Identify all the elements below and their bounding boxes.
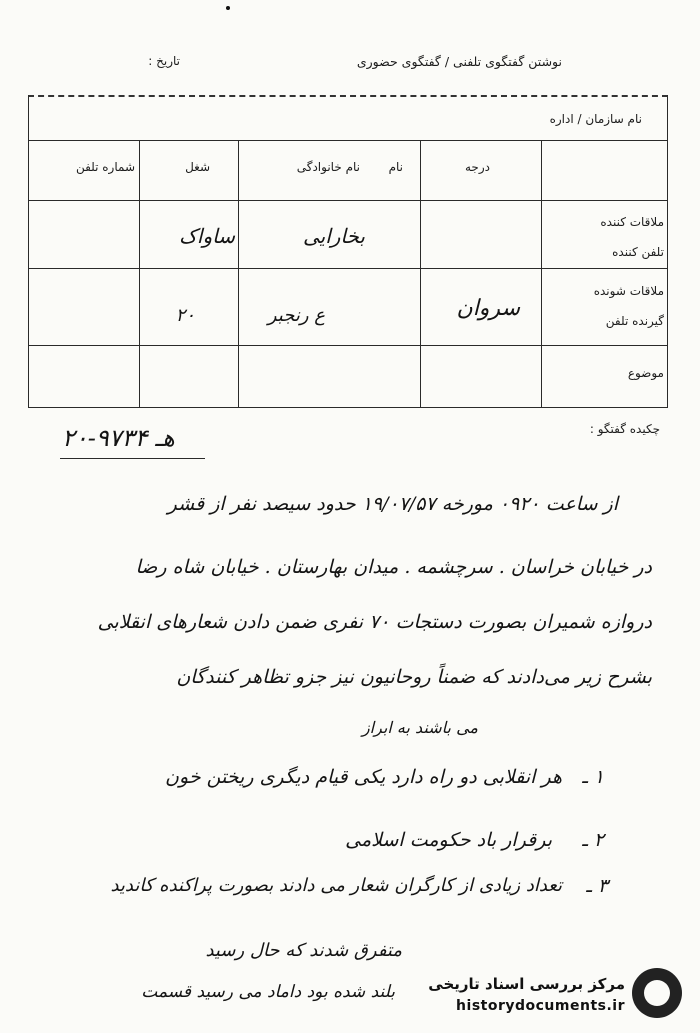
col-last-name: نام خانوادگی (296, 160, 360, 174)
row-divider (28, 200, 668, 201)
logo-title: مرکز بررسی اسناد تاریخی (428, 975, 625, 993)
list-item-num: ۲ ـ (582, 829, 604, 851)
reference-underline (60, 458, 205, 459)
col-first-name: نام (388, 160, 403, 174)
archive-logo-icon (632, 968, 682, 1018)
body-line-2: در خیابان خراسان . سرچشمه . میدان بهارستان . خیابان شاه رضا (135, 556, 652, 578)
col-divider (238, 140, 239, 407)
row2-rank: سروان (456, 296, 520, 321)
body-line-1: از ساعت ۰۹۲۰ مورخه ۱۹/۰۷/۵۷ حدود سیصد نفر از قشر (167, 493, 618, 515)
row2-label-a: ملاقات شونده (593, 284, 664, 298)
row-divider (28, 268, 668, 269)
list-item-num: ۳ ـ (586, 875, 608, 897)
form-title: نوشتن گفتگوی تلفنی / گفتگوی حضوری (356, 54, 562, 69)
list-item-text: برقرار باد حکومت اسلامی (345, 829, 552, 851)
list-item-num: ۱ ـ (582, 766, 604, 788)
archive-logo-inner (644, 980, 670, 1006)
col-phone: شماره تلفن (75, 160, 135, 174)
summary-label: چکیده گفتگو : (589, 422, 660, 436)
date-label: تاریخ : (148, 54, 180, 68)
row-divider (28, 345, 668, 346)
row1-job: ساواک (179, 224, 235, 248)
row1-label-b: تلفن کننده (612, 245, 664, 259)
body-line-3: دروازه شمیران بصورت دستجات ۷۰ نفری ضمن دادن شعارهای انقلابی (97, 611, 652, 633)
reference-number: ۲۰-۹۷۳۴ هـ (62, 424, 175, 452)
row2-last-name: ع رنجبر (267, 305, 325, 326)
list-item-text: تعداد زیادی از کارگران شعار می دادند بصورت پراکنده کاندید (110, 875, 562, 896)
row2-job: ۲۰ (175, 305, 195, 326)
org-label: نام سازمان / اداره (549, 112, 642, 126)
col-divider (139, 140, 140, 407)
row1-last-name: بخارایی (302, 224, 365, 248)
body-line-4: بشرح زیر می‌دادند که ضمناً روحانیون نیز جزو تظاهر کنندگان (176, 666, 652, 688)
row2-label-b: گیرنده تلفن (605, 314, 664, 328)
form-table (28, 95, 668, 408)
punch-mark (226, 6, 230, 10)
row1-label-a: ملاقات کننده (600, 215, 664, 229)
subject-label: موضوع (627, 366, 664, 380)
form-divider (28, 140, 668, 141)
closing-line-1: متفرق شدند که حال رسید (205, 940, 402, 961)
logo-url: historydocuments.ir (456, 998, 625, 1014)
col-job: شغل (185, 160, 210, 174)
col-divider (541, 140, 542, 407)
list-item-text: هر انقلابی دو راه دارد یکی قیام دیگری ریختن خون (165, 766, 562, 788)
col-rank: درجه (465, 160, 490, 174)
body-line-5: می باشند به ابراز (361, 718, 478, 737)
closing-line-2: بلند شده بود داماد می رسید قسمت (141, 982, 395, 1002)
col-divider (420, 140, 421, 407)
